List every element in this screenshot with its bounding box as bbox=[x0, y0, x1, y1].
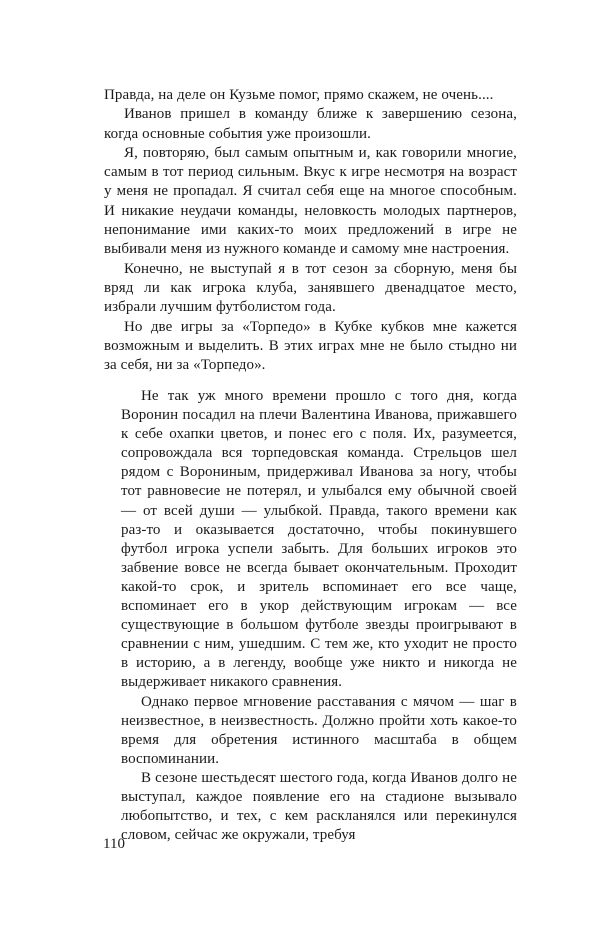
paragraph: В сезоне шестьдесят шестого года, когда Иванов долго не выступал, каждое появление его на стадионе вызывало любопытство, и тех, с кем раскланялся или перекинулся словом, сейчас же окружали, требуя bbox=[121, 769, 517, 844]
text-block-memoir bbox=[104, 86, 517, 375]
text-block-narrative bbox=[121, 387, 517, 845]
paragraph: Но две игры за «Торпедо» в Кубке кубков мне кажется возможным и выделить. В этих играх мне не было стыдно ни за себя, ни за «Торпедо». bbox=[104, 318, 517, 374]
paragraph: Конечно, не выступай я в тот сезон за сборную, меня бы вряд ли как игрока клуба, занявшего двенадцатое место, избрали лучшим футболистом года. bbox=[104, 260, 517, 316]
paragraph: Иванов пришел в команду ближе к завершению сезона, когда основные события уже произошли. bbox=[104, 106, 517, 142]
paragraph: Не так уж много времени прошло с того дня, когда Воронин посадил на плечи Валентина Иванова, прижавшего к себе охапки цветов, и понес его с поля. Их, разумеется, сопровождала вся торпедовская команда. Стрельцов шел рядом с Ворониным, придерживал Иванова за ногу, чтобы тот равновесие не потерял, и улыбался ему обычной своей — от всей души — улыбкой. Правда, такого времени как раз-то и оказывается достаточно, чтобы покинувшего футбол игрока успели забыть. Для больших игроков это забвение вовсе не всегда бывает окончательным. Проходит какой-то срок, и зритель вспоминает его все чаще, вспоминает его в укор действующим игрокам — все существующие в большом футболе звезды проигрывают в сравнении с ним, ушедшим. С тем же, кто уходит не просто в историю, а в легенду, вообще уже никто и никогда не выдерживает никакого сравнения. bbox=[121, 388, 517, 691]
page-number: 110 bbox=[103, 836, 125, 852]
paragraph: Я, повторяю, был самым опытным и, как говорили многие, самым в тот период сильным. Вкус к игре несмотря на возраст у меня не пропадал. Я считал себя еще на многое способным. И никакие неудачи команды, неловкость молодых партнеров, непонимание ими каких-то моих предложений в игре не выбивали меня из нужного команде и самому мне настроения. bbox=[104, 144, 517, 258]
paragraph: Однако первое мгновение расставания с мячом — шаг в неизвестное, в неизвестность. Должно пройти хоть какое-то время для обретения истинного масштаба в общем воспоминании. bbox=[121, 693, 517, 767]
paragraph: Правда, на деле он Кузьме помог, прямо скажем, не очень.... bbox=[104, 87, 494, 103]
